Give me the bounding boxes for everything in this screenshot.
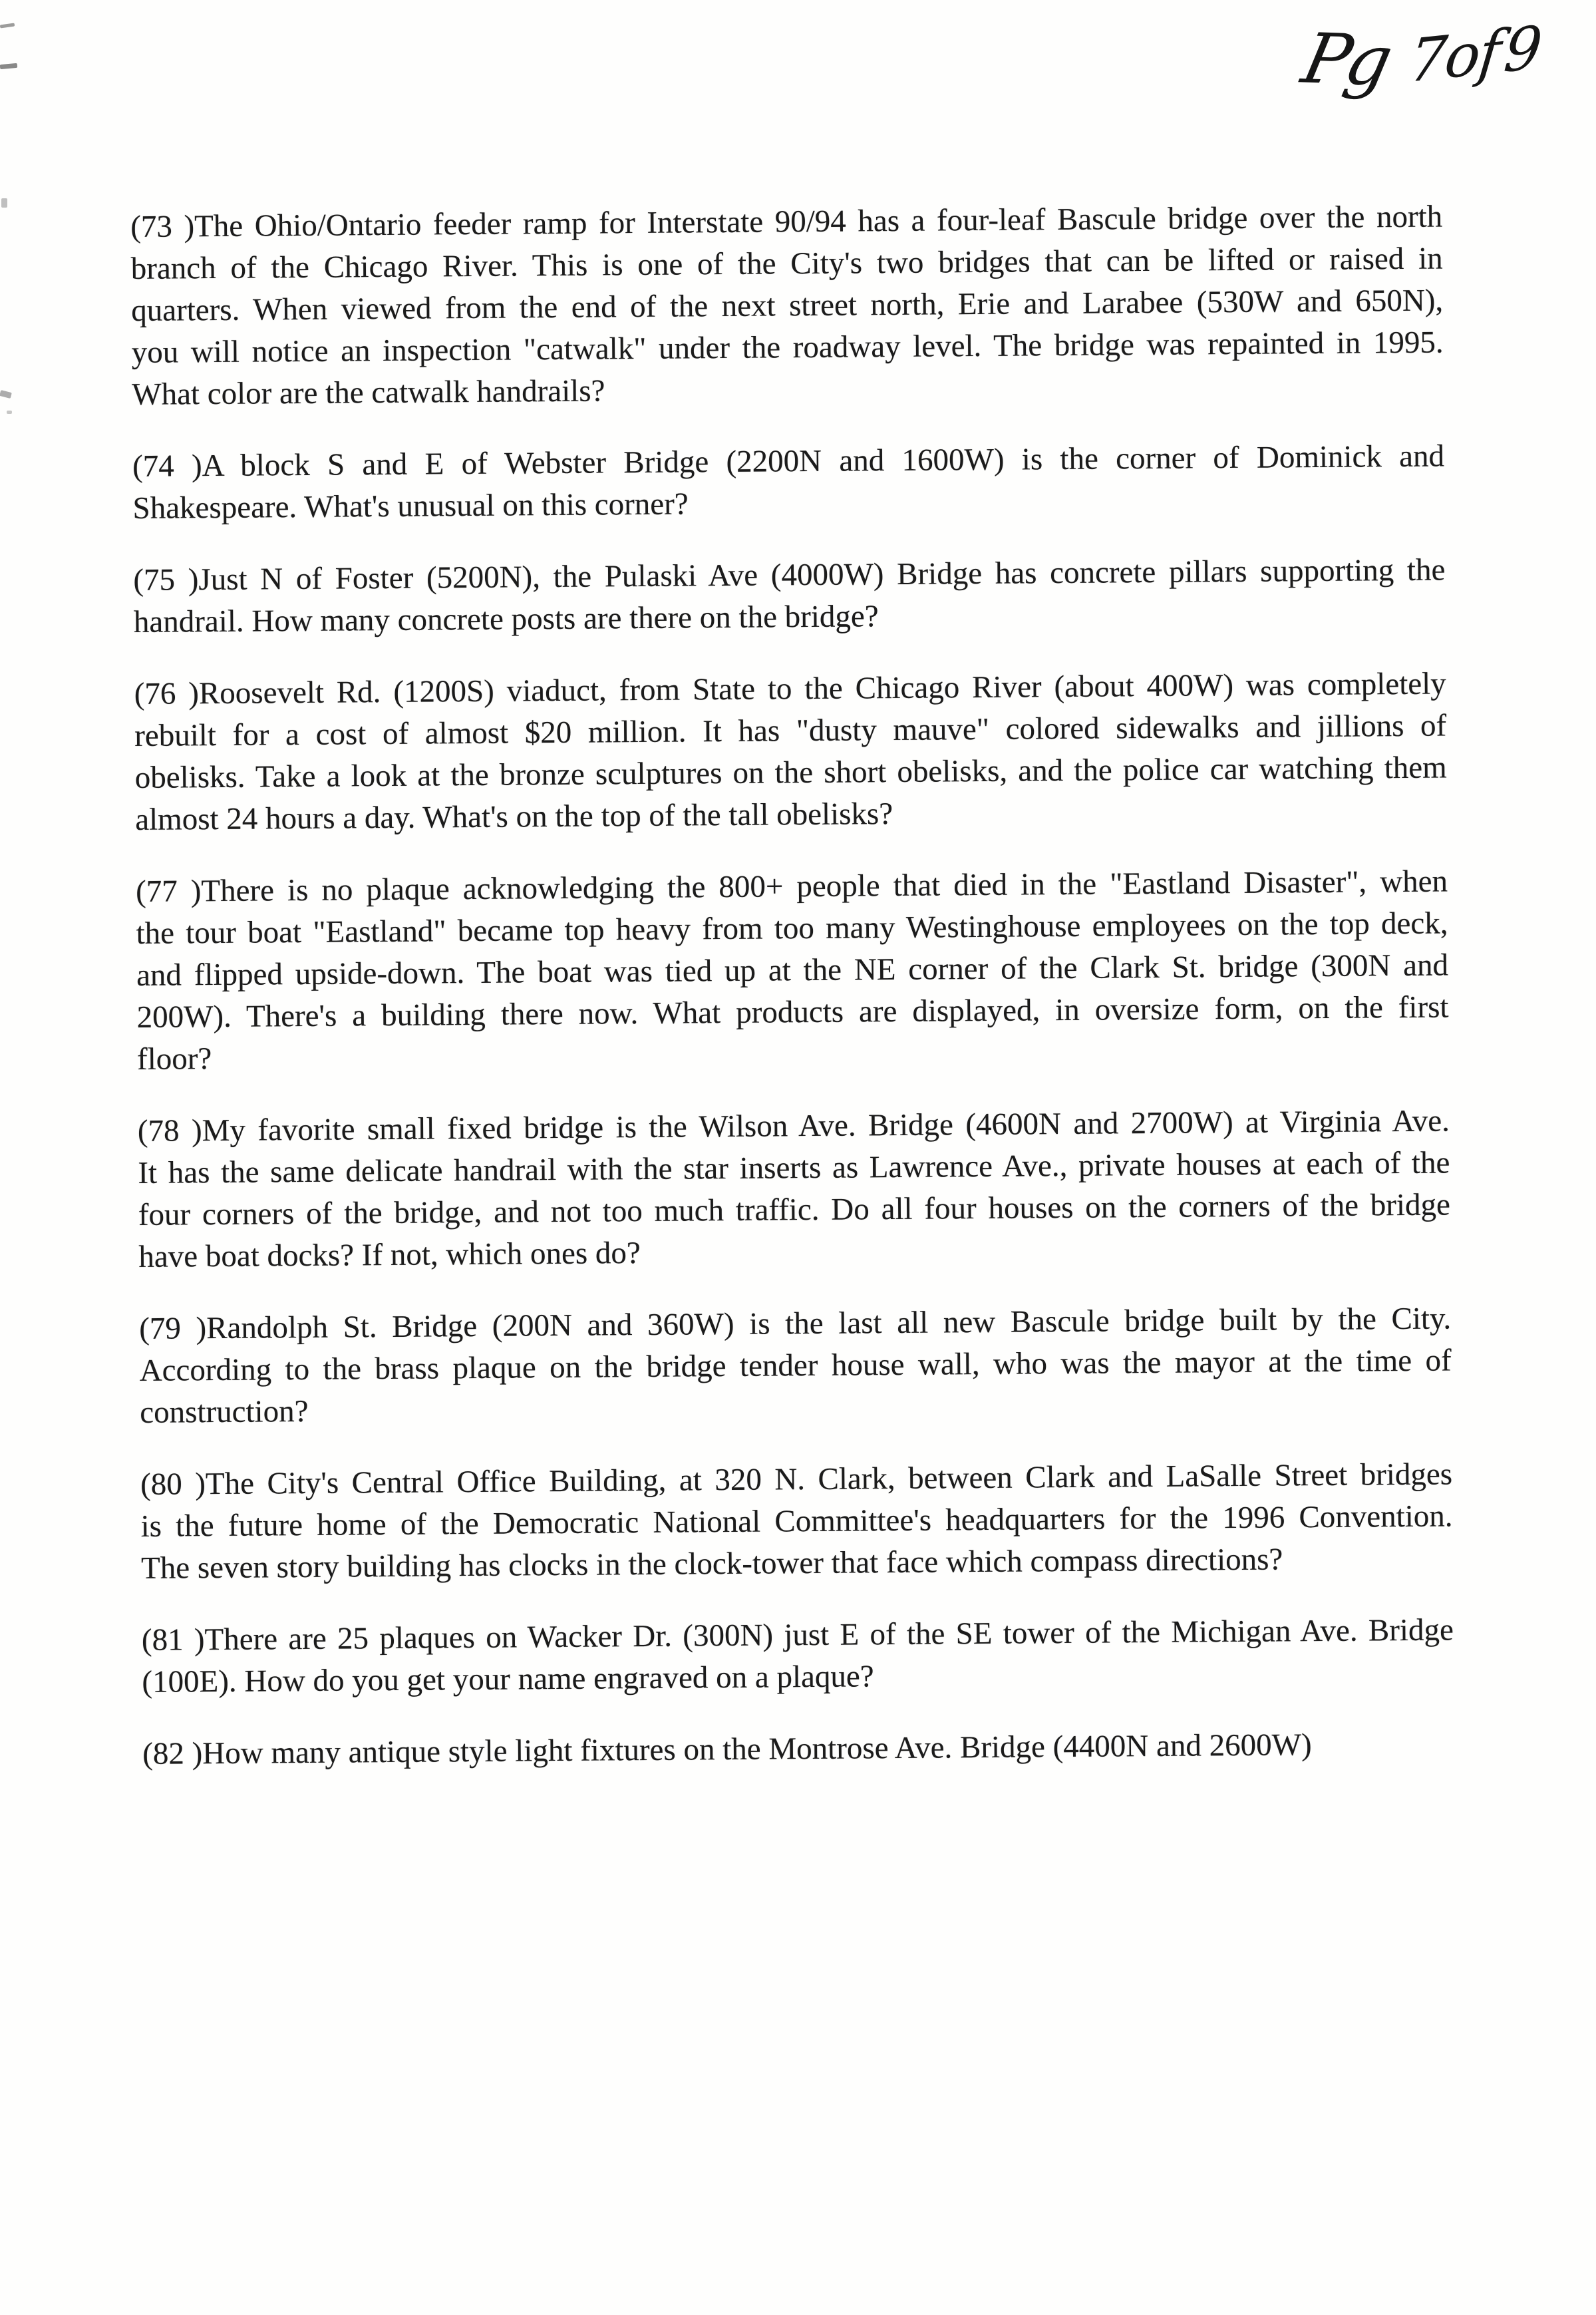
paragraph-line: (73 )The Ohio/Ontario feeder ramp for Interstate 90/94 has a four-leaf Bascule bridge over the north: [130, 199, 1443, 244]
paragraph-line: The seven story building has clocks in the clock-tower that face which compass directions?: [140, 1542, 1283, 1586]
scan-speck: [0, 23, 15, 28]
scan-speck: [0, 390, 12, 399]
question-paragraph-80: [140, 1453, 1453, 1589]
paragraph-line: and flipped upside-down. The boat was tied up at the NE corner of the Clark St. bridge (300N and: [136, 948, 1449, 993]
question-paragraph-76: [134, 663, 1448, 840]
paragraph-line: It has the same delicate handrail with the star inserts as Lawrence Ave., private houses at each of the: [138, 1145, 1450, 1190]
question-paragraph-73: [130, 196, 1444, 416]
question-paragraph-74: [132, 436, 1445, 530]
paragraph-line: rebuilt for a cost of almost $20 million. It has "dusty mauve" colored sidewalks and jillions of: [134, 708, 1447, 753]
question-list: [130, 196, 1455, 1805]
paragraph-line: (80 )The City's Central Office Building, at 320 N. Clark, between Clark and LaSalle Street bridges: [140, 1457, 1453, 1502]
handwritten-page-note: [1295, 9, 1572, 102]
paragraph-line: Shakespeare. What's unusual on this corner?: [132, 486, 689, 526]
handwritten-page-info: 7of 9: [1406, 12, 1544, 96]
paragraph-line: you will notice an inspection "catwalk" under the roadway level. The bridge was repainted in 1995.: [131, 325, 1444, 370]
paragraph-line: handrail. How many concrete posts are there on the bridge?: [133, 599, 879, 639]
question-paragraph-81: [142, 1609, 1454, 1703]
scan-speck: [0, 63, 17, 69]
paragraph-line: (82 )How many antique style light fixtures on the Montrose Ave. Bridge (4400N and 2600W): [142, 1727, 1312, 1771]
paragraph-line: four corners of the bridge, and not too much traffic. Do all four houses on the corners of the bridge: [138, 1187, 1451, 1232]
paragraph-line: (74 )A block S and E of Webster Bridge (2200N and 1600W) is the corner of Dominick and: [132, 439, 1445, 484]
scan-speck: [7, 411, 12, 414]
question-paragraph-79: [139, 1298, 1452, 1433]
scan-speck: [1, 198, 7, 208]
paragraph-line: is the future home of the Democratic National Committee's headquarters for the 1996 Convention.: [140, 1499, 1453, 1544]
paragraph-line: What color are the catwalk handrails?: [132, 373, 605, 412]
paragraph-line: have boat docks? If not, which ones do?: [138, 1236, 641, 1274]
paragraph-line: According to the brass plaque on the bridge tender house wall, who was the mayor at the time of: [139, 1343, 1452, 1388]
question-paragraph-75: [133, 549, 1446, 643]
question-paragraph-78: [138, 1100, 1451, 1278]
paragraph-line: (100E). How do you get your name engraved on a plaque?: [142, 1659, 874, 1699]
paragraph-line: (77 )There is no plaque acknowledging the 800+ people that died in the "Eastland Disaster", when: [135, 864, 1448, 909]
question-paragraph-82: [142, 1723, 1454, 1775]
paragraph-line: almost 24 hours a day. What's on the top of the tall obelisks?: [135, 797, 893, 837]
paragraph-line: (76 )Roosevelt Rd. (1200S) viaduct, from State to the Chicago River (about 400W) was completely: [134, 666, 1446, 711]
paragraph-line: quarters. When viewed from the end of the next street north, Erie and Larabee (530W and 650N),: [131, 283, 1444, 328]
paragraph-line: (75 )Just N of Foster (5200N), the Pulaski Ave (4000W) Bridge has concrete pillars supporting the: [133, 552, 1446, 598]
paragraph-line: obelisks. Take a look at the bronze sculptures on the short obelisks, and the police car watching them: [134, 750, 1447, 795]
paragraph-line: (81 )There are 25 plaques on Wacker Dr. (300N) just E of the SE tower of the Michigan Ave. Bridge: [141, 1612, 1454, 1658]
handwritten-page-prefix: Pg: [1295, 17, 1396, 102]
question-paragraph-77: [136, 860, 1449, 1080]
paragraph-line: 200W). There's a building there now. What products are displayed, in oversize form, on the first: [136, 989, 1449, 1035]
paragraph-line: (79 )Randolph St. Bridge (200N and 360W) is the last all new Bascule bridge built by the City.: [139, 1301, 1452, 1346]
paragraph-line: construction?: [140, 1393, 309, 1430]
paragraph-line: the tour boat "Eastland" became top heavy from too many Westinghouse employees on the top deck,: [136, 906, 1448, 951]
paragraph-line: floor?: [136, 1041, 212, 1077]
paragraph-line: (78 )My favorite small fixed bridge is the Wilson Ave. Bridge (4600N and 2700W) at Virginia Ave.: [137, 1103, 1450, 1149]
paragraph-line: branch of the Chicago River. This is one of the City's two bridges that can be lifted or raised in: [130, 241, 1443, 286]
